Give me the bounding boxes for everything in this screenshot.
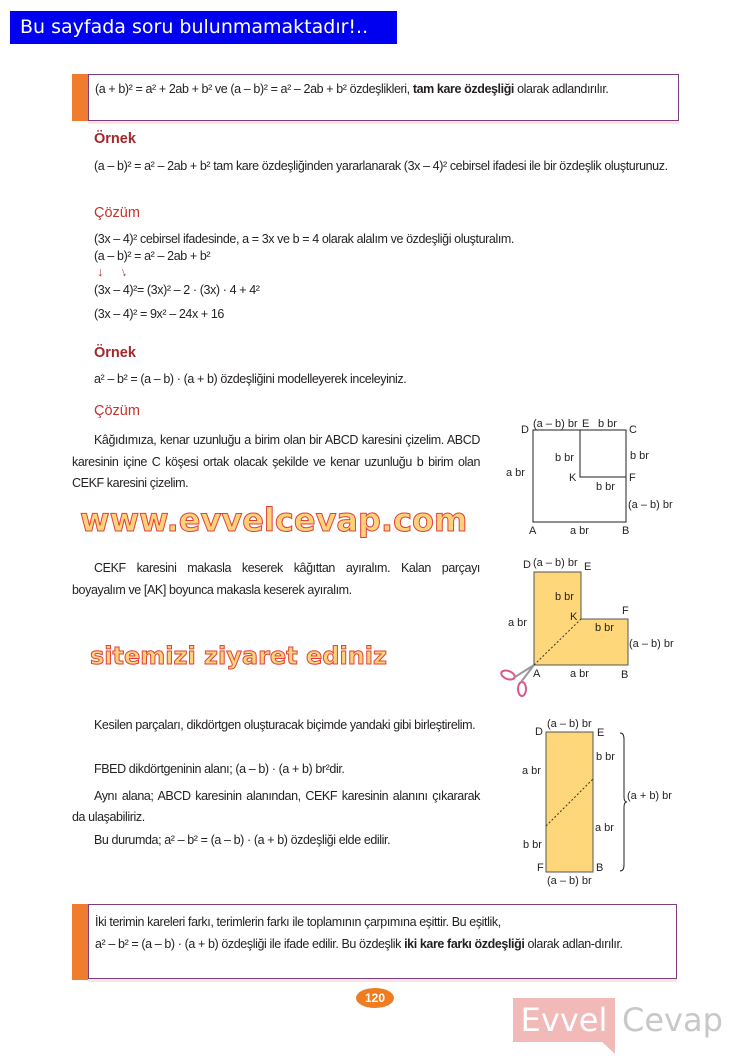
paragraph-line: Bu durumda; a² – b² = (a – b) · (a + b) özdeşliği elde edilir.: [94, 833, 391, 847]
label-e: E: [597, 727, 605, 739]
bold-term: iki kare farkı özdeşliği: [404, 937, 525, 951]
text: boyayalım ve [AK] boyunca makasla keserek ayıralım.: [72, 583, 352, 597]
label-inner-horizontal: b br: [595, 622, 614, 634]
label-f: F: [622, 605, 629, 617]
text: ABCD karesinin içine C köşesi ortak olacak şekilde ve kenar uzunluğu: [72, 433, 480, 469]
label-bottom: (a – b) br: [547, 875, 592, 887]
label-left-top: a br: [522, 765, 541, 777]
label-e: E: [582, 418, 590, 430]
text: Aynı alana; ABCD karesinin alanından, CEKF karesinin alanını: [94, 789, 428, 803]
page-number: 120: [356, 988, 394, 1008]
label-f: F: [537, 862, 544, 874]
label-bottom: a br: [570, 668, 589, 680]
label-b: B: [621, 669, 629, 681]
paragraph-line: FBED dikdörtgeninin alanı; (a – b) · (a + b) br²dir.: [94, 762, 345, 776]
label-c: C: [629, 424, 637, 436]
example-1-solution-title: Çözüm: [94, 205, 140, 221]
arrow-down-icon: ↓: [117, 263, 129, 280]
label-right-bottom: a br: [595, 822, 614, 834]
label-top-left: (a – b) br: [533, 418, 578, 430]
text: CEKF karesini makasla keserek kâğıttan ayıralım. Kalan parçayı: [94, 561, 480, 575]
watermark-sub: sitemizi ziyaret ediniz: [90, 642, 387, 670]
solution-line: (3x – 4)² = 9x² – 24x + 16: [94, 307, 224, 321]
label-right-bottom: (a – b) br: [628, 499, 673, 511]
brace: [620, 733, 627, 871]
info-box-2-line1: İki terimin kareleri farkı, terimlerin farkı ile toplamının çarpımına eşittir. Bu eşitlik,: [95, 915, 501, 929]
text: Kesilen parçaları, dikdörtgen oluşturacak biçimde yandaki gibi: [94, 718, 412, 732]
l-shape: [534, 572, 628, 665]
no-question-banner: Bu sayfada soru bulunmamaktadır!..: [10, 11, 397, 44]
label-a: A: [533, 668, 541, 680]
label-a: A: [529, 525, 537, 537]
example-2-solution-title: Çözüm: [94, 403, 140, 419]
text: çıkararak da ulaşabiliriz.: [72, 789, 480, 824]
info-box-accent-bar: [72, 904, 89, 980]
example-2-question: a² – b² = (a – b) · (a + b) özdeşliğini modelleyerek inceleyiniz.: [94, 372, 407, 386]
label-inner-bottom: b br: [596, 481, 615, 493]
label-k: K: [570, 611, 578, 623]
solution-line: (3x – 4)²= (3x)² – 2 · (3x) · 4 + 4²: [94, 283, 260, 297]
text: oluşturunuz.: [604, 159, 668, 173]
label-top: (a – b) br: [533, 557, 578, 569]
label-e: E: [584, 561, 592, 573]
label-right: (a – b) br: [629, 638, 674, 650]
arrow-down-icon: ↓: [97, 264, 104, 279]
figure-1-square: [533, 430, 626, 522]
label-brace: (a + b) br: [627, 790, 672, 802]
example-2-title: Örnek: [94, 345, 136, 361]
solution-line: (3x – 4)² cebirsel ifadesinde, a = 3x ve b = 4 olarak alalım ve özdeşliği oluşturalım.: [94, 232, 514, 246]
logo-cevap: Cevap: [622, 1001, 723, 1039]
label-top: (a – b) br: [547, 718, 592, 730]
text: (a + b)² = a² + 2ab + b² ve (a – b)² = a² – 2ab + b² özdeşlikleri,: [95, 82, 410, 96]
text: adlandırılır.: [551, 82, 609, 96]
text: olarak adlan-: [527, 937, 595, 951]
label-d: D: [535, 726, 543, 738]
label-right-top: b br: [630, 450, 649, 462]
label-d: D: [521, 424, 529, 436]
label-inner-left: b br: [555, 452, 574, 464]
text: (a – b)² = a² – 2ab + b² tam kare özdeşliğinden yararlanarak (3x – 4)² cebirsel ifadesi ile bir özdeşlik: [94, 159, 602, 173]
text: dırılır.: [594, 937, 623, 951]
text: birleştirelim.: [414, 718, 476, 732]
label-inner-vertical: b br: [555, 591, 574, 603]
label-left: a br: [506, 467, 525, 479]
square-cekf: [580, 430, 626, 477]
solution-line: (a – b)² = a² – 2ab + b²: [94, 249, 211, 263]
label-right-top: b br: [596, 751, 615, 763]
text: olarak: [517, 82, 549, 96]
text: Kâğıdımıza, kenar uzunluğu a birim olan bir ABCD karesini çizelim.: [94, 433, 444, 447]
label-d: D: [523, 559, 531, 571]
label-k: K: [569, 472, 577, 484]
example-1-title: Örnek: [94, 131, 136, 147]
label-left-bottom: b br: [523, 839, 542, 851]
label-b: B: [622, 525, 630, 537]
label-top-right: b br: [598, 418, 617, 430]
logo-speech-tail-icon: [600, 1040, 620, 1056]
label-bottom: a br: [570, 525, 589, 537]
text: a² – b² = (a – b) · (a + b) özdeşliği ile ifade edilir. Bu özdeşlik: [95, 937, 402, 951]
text: b birim olan CEKF karesini çizelim.: [72, 454, 480, 490]
scissors-icon: [500, 665, 534, 696]
label-left: a br: [508, 617, 527, 629]
bold-term: tam kare özdeşliği: [412, 82, 515, 96]
label-f: F: [629, 472, 636, 484]
logo-evvel: Evvel: [513, 998, 615, 1042]
info-box-2-text: [95, 934, 668, 954]
label-b: B: [596, 862, 604, 874]
watermark-main: www.evvelcevap.com: [80, 501, 468, 539]
